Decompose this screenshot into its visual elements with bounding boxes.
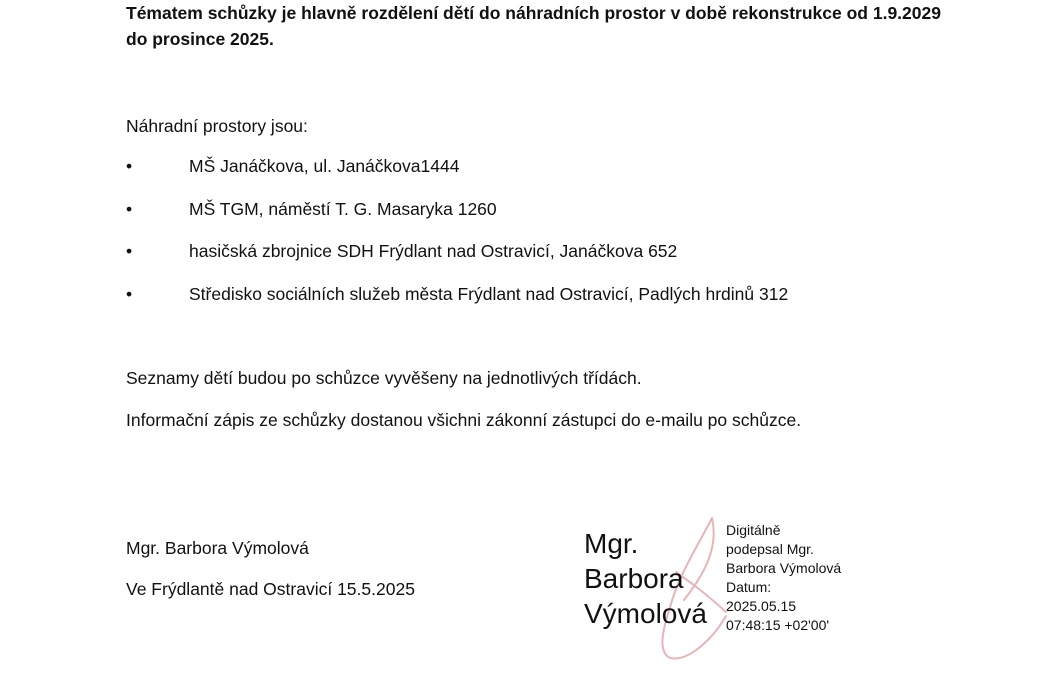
signature-name-line: Barbora [584, 563, 684, 594]
signature-name-line: Mgr. [584, 528, 639, 559]
list-item-text: hasičská zbrojnice SDH Frýdlant nad Ostravicí, Janáčkova 652 [189, 241, 678, 261]
signature-info-line: 07:48:15 +02'00' [726, 617, 830, 633]
intro-paragraph: Tématem schůzky je hlavně rozdělení dětí do náhradních prostor v době rekonstrukce od 1.9.2029 do prosince 2025. [126, 3, 941, 49]
list-item-text: Středisko sociálních služeb města Frýdlant nad Ostravicí, Padlých hrdinů 312 [189, 284, 789, 304]
signature-info-line: Datum: [726, 579, 772, 595]
note-paragraph: Seznamy dětí budou po schůzce vyvěšeny na jednotlivých třídách. [126, 368, 642, 388]
bullet-icon: • [126, 199, 133, 219]
bullet-icon: • [126, 156, 133, 176]
signature-info-line: podepsal Mgr. [726, 541, 814, 557]
signature-info-line: 2025.05.15 [726, 598, 797, 614]
digital-signature-info [726, 521, 876, 635]
digital-signature-name [584, 526, 724, 631]
bullet-icon: • [126, 284, 133, 304]
spaces-heading: Náhradní prostory jsou: [126, 116, 308, 136]
place-date: Ve Frýdlantě nad Ostravicí 15.5.2025 [126, 579, 415, 599]
list-item-text: MŠ Janáčkova, ul. Janáčkova1444 [189, 156, 460, 176]
signature-name-line: Výmolová [584, 598, 707, 629]
note-paragraph: Informační zápis ze schůzky dostanou všichni zákonní zástupci do e-mailu po schůzce. [126, 410, 802, 430]
signature-info-line: Barbora Výmolová [726, 560, 842, 576]
signatory-name: Mgr. Barbora Výmolová [126, 538, 309, 558]
list-item-text: MŠ TGM, náměstí T. G. Masaryka 1260 [189, 199, 497, 219]
bullet-icon: • [126, 241, 133, 261]
signature-info-line: Digitálně [726, 522, 781, 538]
